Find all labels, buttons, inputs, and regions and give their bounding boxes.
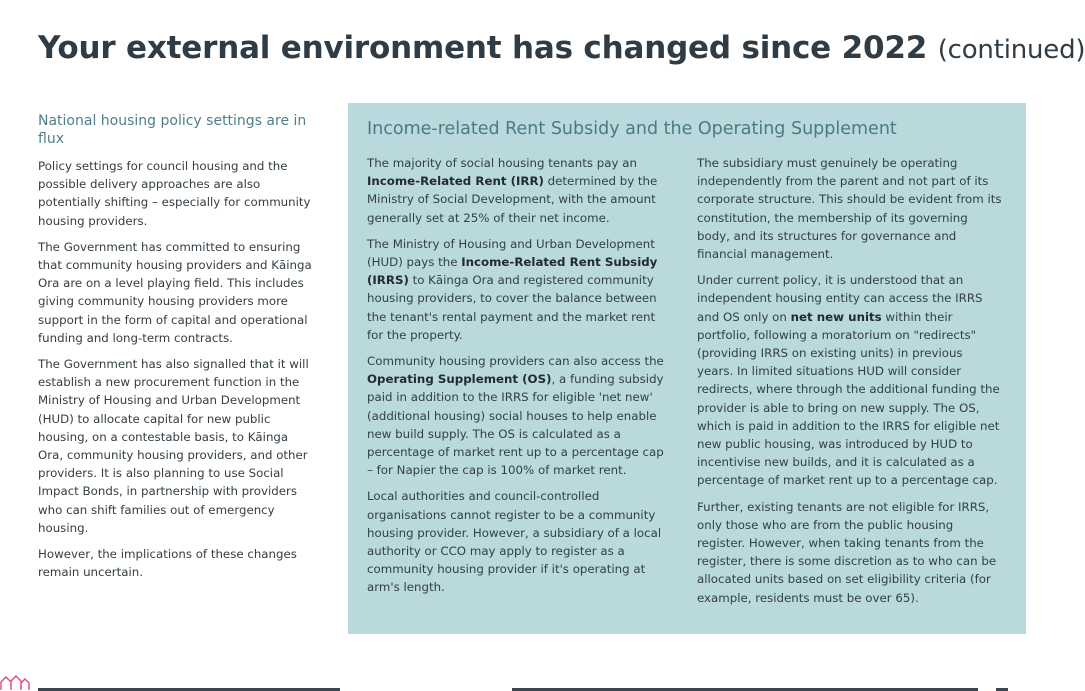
page-title-suffix: (continued) bbox=[937, 35, 1085, 65]
left-heading: National housing policy settings are in flux bbox=[38, 113, 307, 147]
local-authority-paragraph: Local authorities and council-controlled organisations cannot register to be a community housing provider. However, a subsidiary of a local authority or CCO may apply to register as a community housing provider if it's operating at arm's length. bbox=[367, 489, 662, 595]
page-title-main: Your external environment has changed since 2022 bbox=[38, 30, 928, 66]
left-column bbox=[38, 112, 314, 589]
irrs-term: Income-Related Rent Subsidy (IRRS) bbox=[367, 255, 658, 288]
subsidiary-paragraph: The subsidiary must genuinely be operating independently from the parent and not part of its corporate structure. This should be evident from its constitution, the membership of its governing body, and its structures for governance and financial management. bbox=[697, 156, 1002, 262]
box-heading: Income-related Rent Subsidy and the Operating Supplement bbox=[367, 119, 897, 139]
irr-paragraph: The majority of social housing tenants pay an Income-Related Rent (IRR) determined by the Ministry of Social Development, with the amount generally set at 25% of their net income. bbox=[367, 156, 658, 225]
existing-tenants-paragraph: Further, existing tenants are not eligible for IRRS, only those who are from the public housing register. However, when taking tenants from the register, there is some discretion as to who can be allocated units based on set eligibility criteria (for example, residents must be over 65). bbox=[697, 499, 997, 605]
irr-term: Income-Related Rent (IRR) bbox=[367, 174, 544, 189]
os-term: Operating Supplement (OS) bbox=[367, 372, 552, 387]
left-paragraph-1: Policy settings for council housing and the possible delivery approaches are also potentially shifting – especially for community housing providers. bbox=[38, 159, 311, 228]
left-paragraph-3: The Government has also signalled that it will establish a new procurement function in the Ministry of Housing and Urban Development (HUD) to allocate capital for new public housing, on a contestable basis, to Kāinga Ora, community housing providers, and other providers. It is also planning to use Social Impact Bonds, in partnership with providers who can shift families out of emergency housing. bbox=[38, 357, 309, 535]
irrs-paragraph: The Ministry of Housing and Urban Development (HUD) pays the Income-Related Rent Subsidy (IRRS) to Kāinga Ora and registered community housing providers, to cover the balance between the tenant's rental payment and the market rent for the property. bbox=[367, 236, 658, 342]
page-title bbox=[38, 30, 1085, 66]
subsidy-info-box bbox=[348, 103, 1026, 634]
box-column-1 bbox=[367, 154, 672, 605]
house-outline-logo-icon bbox=[0, 674, 30, 691]
box-column-2 bbox=[697, 154, 1002, 615]
net-new-units-term: net new units bbox=[790, 309, 882, 324]
left-paragraph-4: However, the implications of these changes remain uncertain. bbox=[38, 547, 297, 580]
os-paragraph: Community housing providers can also access the Operating Supplement (OS), a funding subsidy paid in addition to the IRRS for eligible 'net new' (additional housing) social houses to help enable new build supply. The OS is calculated as a percentage of market rent up to a percentage cap – for Napier the cap is 100% of market rent. bbox=[367, 354, 664, 478]
current-policy-paragraph: Under current policy, it is understood that an independent housing entity can access the IRRS and OS only on net new units within their portfolio, following a moratorium on "redirects" (providing IRRS on existing units) in previous years. In limited situations HUD will consider redirects, where through the additional funding the provider is able to bring on new supply. The OS, which is paid in addition to the IRRS for eligible net new public housing, was introduced by HUD to incentivise new builds, and it is calculated as a percentage of market rent up to a percentage cap. bbox=[697, 273, 1000, 488]
left-paragraph-2: The Government has committed to ensuring that community housing providers and Kāinga Ora are on a level playing field. This includes giving community housing providers more support in the form of capital and operational funding and long-term contracts. bbox=[38, 239, 312, 345]
